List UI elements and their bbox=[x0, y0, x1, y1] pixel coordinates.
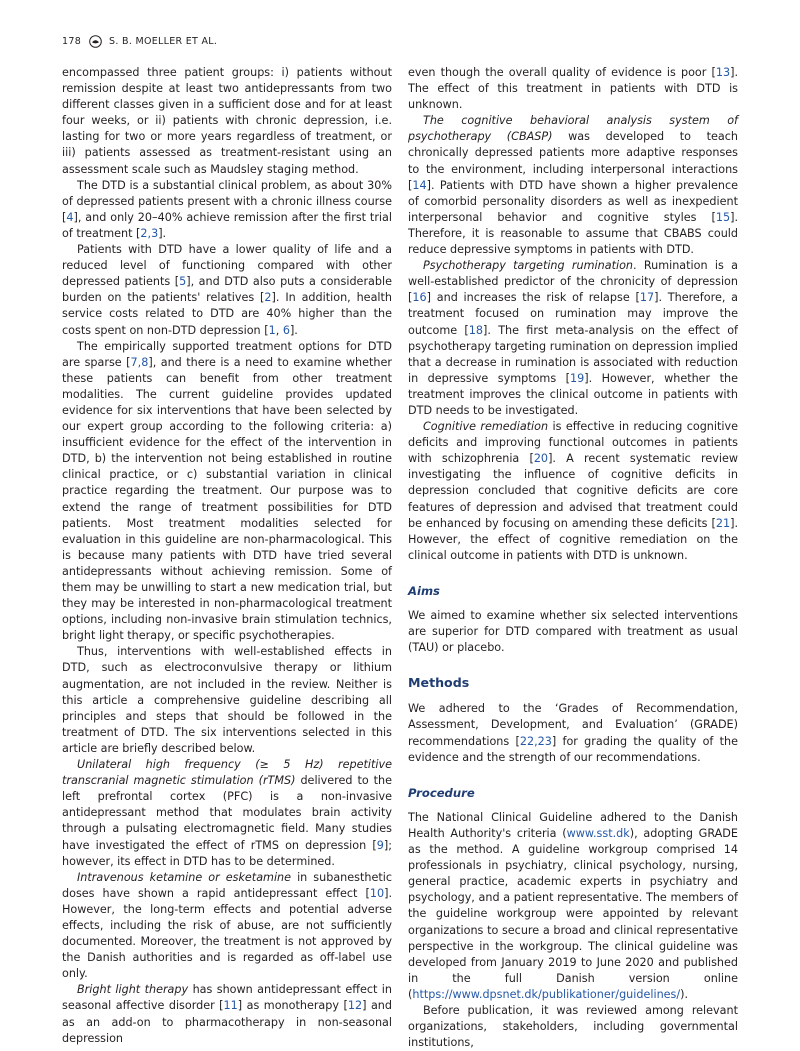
citation-link[interactable]: 18 bbox=[468, 323, 483, 337]
paragraph-rumination: Psychotherapy targeting rumination. Rumination is a well-established predictor of the chronicity of depression [16] and increases the risk of relapse [17]. Therefore, a treatment focused on rumination may improve the outcome [18]. The first meta-analysis on the effect of psychotherapy targeting rumination on depression implied that a decrease in rumination is associated with reduction in depressive symptoms [19]. However, whether the treatment improves the clinical outcome in patients with DTD needs to be investigated. bbox=[408, 259, 738, 417]
citation-link[interactable]: 4 bbox=[66, 210, 74, 224]
citation-link[interactable]: 15 bbox=[715, 210, 731, 224]
publisher-logo-icon bbox=[89, 35, 102, 48]
citation-link[interactable]: 12 bbox=[347, 999, 363, 1013]
citation-link[interactable]: 11 bbox=[223, 999, 238, 1013]
citation-link[interactable]: 5 bbox=[179, 275, 187, 289]
paragraph-ketamine: Intravenous ketamine or esketamine in subanesthetic doses have shown a rapid antidepressant effect [10]. However, the long-term effects and potential adverse effects, including the risk of abuse, are not sufficiently documented. Moreover, the treatment is not approved by the Danish authorities and is regarded as off-label use only. bbox=[62, 870, 392, 981]
section-heading-procedure: Procedure bbox=[408, 785, 475, 800]
paragraph-quality-of-life: Patients with DTD have a lower quality of life and a reduced level of functioning compared with other depressed patients [5], and DTD also puts a considerable burden on the patients' relatives [2]. In addition, health service costs related to DTD are 40% higher than the costs spent on non-DTD depression [1, 6]. bbox=[62, 243, 393, 337]
right-column bbox=[408, 65, 738, 1051]
sst-website-link[interactable]: www.sst.dk bbox=[566, 826, 630, 840]
citation-link[interactable]: 17 bbox=[639, 291, 655, 305]
running-header bbox=[62, 33, 217, 49]
paragraph-methods: We adhered to the ‘Grades of Recommendation, Assessment, Development, and Evaluation’ (GRADE) recommendations [22,23] for grading the quality of the evidence and the strength of our recommendations. bbox=[408, 702, 738, 764]
citation-link[interactable]: 1 bbox=[268, 323, 276, 337]
running-title: S. B. MOELLER ET AL. bbox=[109, 35, 218, 47]
paragraph-procedure: The National Clinical Guideline adhered to the Danish Health Authority's criteria (www.sst.dk), adopting GRADE as the method. A guideline workgroup comprised 14 professionals in psychiatry, clinical psychology, nursing, general practice, academic experts in psychiatry and psychology, and a patient representative. The members of the guideline workgroup were appointed by relevant organizations to secure a broad and clinical representative perspective in the workgroup. The clinical guideline was developed from January 2019 to June 2020 and published in the full Danish version online (https://www.dpsnet.dk/publikationer/guidelines/). bbox=[408, 810, 738, 1001]
paragraph-aims: We aimed to examine whether six selected interventions are superior for DTD compared with treatment as usual (TAU) or placebo. bbox=[408, 609, 738, 655]
page-number: 178 bbox=[62, 35, 82, 47]
citation-link[interactable]: 10 bbox=[369, 886, 385, 900]
paragraph-bright-light: Bright light therapy has shown antidepressant effect in seasonal affective disorder [11] as monotherapy [12] and as an add-on to pharmacotherapy in non-seasonal depression bbox=[62, 983, 392, 1045]
citation-link[interactable]: 19 bbox=[570, 371, 585, 385]
citation-link[interactable]: 14 bbox=[412, 178, 427, 192]
paragraph-dtd-problem: The DTD is a substantial clinical problem, as about 30% of depressed patients present with a chronic illness course [4], and only 20–40% achieve remission after the first trial of treatment [2,3]. bbox=[62, 178, 392, 240]
paragraph-publication-review: Before publication, it was reviewed among relevant organizations, stakeholders, including governmental institutions, bbox=[408, 1003, 738, 1050]
paragraph-bright-light-cont: even though the overall quality of evidence is poor [13]. The effect of this treatment in patients with DTD is unknown. bbox=[408, 66, 738, 112]
citation-link[interactable]: 2,3 bbox=[140, 226, 159, 240]
paragraph-cbasp: The cognitive behavioral analysis system of psychotherapy (CBASP) was developed to teach chronically depressed patients more adaptive responses to the environment, including interpersonal interactions [14]. Patients with DTD have shown a higher prevalence of comorbid personality disorders as well as inexpedient interpersonal behavior and cognitive styles [15]. Therefore, it is reasonable to assume that CBABS could reduce depressive symptoms in patients with DTD. bbox=[408, 114, 739, 257]
citation-link[interactable]: 13 bbox=[715, 66, 731, 79]
citation-link[interactable]: 9 bbox=[376, 838, 384, 852]
citation-link[interactable]: 20 bbox=[533, 452, 549, 466]
citation-link[interactable]: 22,23 bbox=[519, 734, 552, 748]
citation-link[interactable]: 7,8 bbox=[130, 355, 149, 369]
paragraph-cognitive-remediation: Cognitive remediation is effective in reducing cognitive deficits and improving functional outcomes in patients with schizophrenia [20]. A recent systematic review investigating the influence of cognitive deficits in depression concluded that cognitive deficits are core features of depression and advised that treatment could be enhanced by focusing on amending these deficits [21]. However, the effect of cognitive remediation on the clinical outcome in patients with DTD is unknown. bbox=[408, 420, 738, 562]
left-column bbox=[62, 65, 392, 1047]
section-heading-methods: Methods bbox=[408, 675, 470, 691]
paragraph-rtms: Unilateral high frequency (≥ 5 Hz) repetitive transcranial magnetic stimulation (rTMS) delivered to the left prefrontal cortex (PFC) is a non-invasive antidepressant method that modulates brain activity through a pulsating electromagnetic field. Many studies have investigated the effect of rTMS on depression [9]; however, its effect in DTD has to be determined. bbox=[62, 758, 392, 868]
citation-link[interactable]: 2 bbox=[264, 291, 272, 305]
citation-link[interactable]: 21 bbox=[715, 516, 731, 530]
section-heading-aims: Aims bbox=[408, 583, 440, 598]
dpsnet-guidelines-link[interactable]: https://www.dpsnet.dk/publikationer/guidelines/ bbox=[412, 987, 681, 1001]
citation-link[interactable]: 6 bbox=[282, 323, 290, 337]
paragraph-treatment-options: The empirically supported treatment options for DTD are sparse [7,8], and there is a need to examine whether these patients can benefit from other treatment modalities. The current guideline provides updated evidence for six interventions that have been selected by our expert group according to the following criteria: a) insufficient evidence for the effect of the intervention in DTD, b) the intervention not being established in routine clinical practice, or c) substantial variation in clinical practice regarding the treatment. Our purpose was to extend the range of treatment possibilities for DTD patients. Most treatment modalities selected for evaluation in this guideline are non-pharmacological. This is because many patients with DTD have tried several antidepressants without achieving remission. Some of them may be unwilling to start a new medication trial, but they may be interested in non-pharmacological treatment options, including non-invasive brain stimulation technics, bright light therapy, or specific psychotherapies. bbox=[62, 339, 392, 643]
citation-link[interactable]: 16 bbox=[412, 291, 427, 305]
paragraph-patient-groups: encompassed three patient groups: i) patients without remission despite at least two antidepressants from two different classes given in a sufficient dose and for at least four weeks, or ii) patients with chronic depression, i.e. lasting for two or more years regardless of treatment, or iii) patients assessed as treatment-resistant using an assessment scale such as Maudsley staging method. bbox=[62, 66, 392, 176]
paragraph-excluded-interventions: Thus, interventions with well-established effects in DTD, such as electroconvulsive therapy or lithium augmentation, are not included in the review. Neither is this article a comprehensive guideline describing all principles and steps that should be followed in the treatment of DTD. The six interventions selected in this article are briefly described below. bbox=[62, 645, 392, 755]
